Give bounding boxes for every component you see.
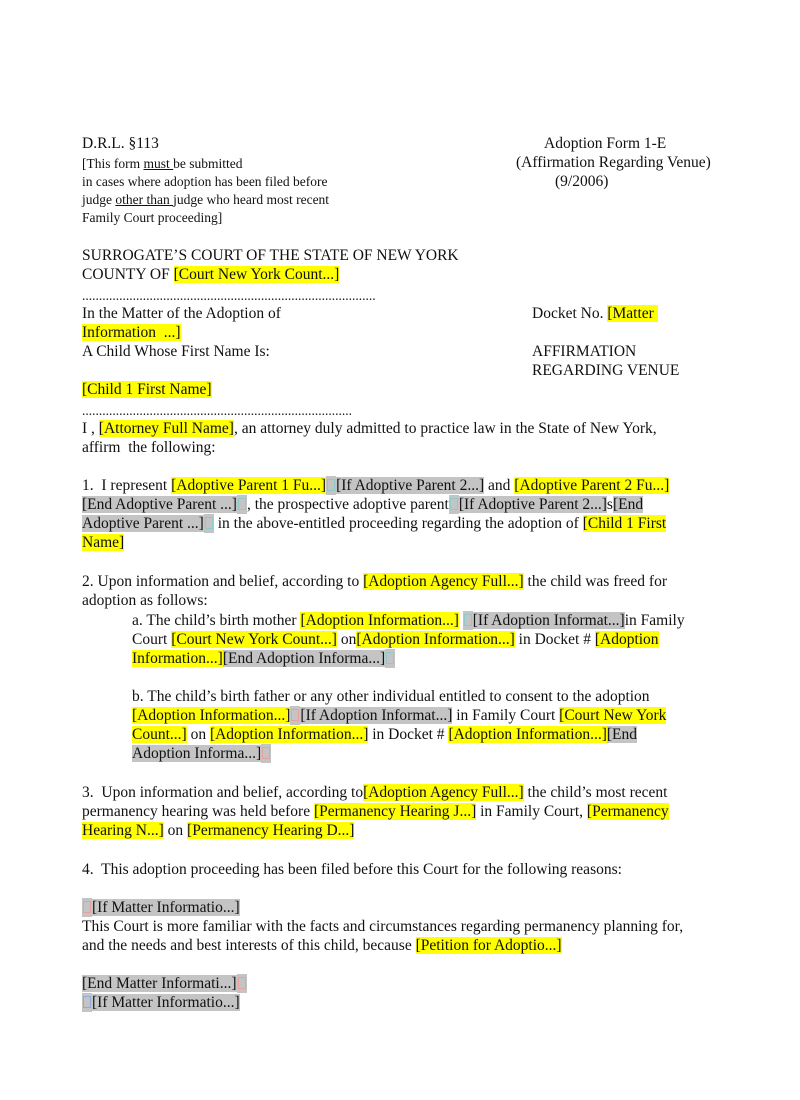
text: in Docket # — [368, 726, 449, 743]
merge-field[interactable]: [Petition for Adoptio...] — [415, 937, 562, 954]
field-marker-icon — [82, 993, 92, 1012]
document-line — [82, 783, 667, 802]
merge-field[interactable]: [Child 1 First — [582, 515, 667, 532]
conditional-field[interactable]: [If Matter Informatio...] — [92, 994, 240, 1011]
document-line — [82, 191, 329, 208]
merge-field[interactable]: Name] — [82, 534, 125, 551]
conditional-field[interactable]: [End Matter Informati...] — [82, 975, 237, 992]
conditional-field[interactable]: Adoptive Parent ...] — [82, 515, 204, 532]
field-marker-icon — [326, 476, 336, 495]
text: judge — [82, 192, 116, 207]
text: Court — [132, 631, 172, 648]
text: the child’s most recent — [523, 784, 668, 801]
document-line — [82, 821, 354, 840]
document-line — [82, 438, 216, 457]
conditional-field[interactable]: [End Adoptive Parent ...] — [82, 496, 237, 513]
text: permanency hearing was held before — [82, 803, 314, 820]
document-line — [82, 495, 643, 514]
document-line — [82, 155, 243, 172]
text: 1. I represent — [82, 477, 172, 494]
field-marker-icon — [237, 495, 247, 514]
text: , the prospective adoptive parent — [246, 496, 449, 513]
merge-field[interactable]: Count...] — [132, 726, 187, 743]
marker-box-icon — [238, 977, 246, 989]
document-line — [132, 725, 637, 744]
field-marker-icon — [449, 495, 459, 514]
merge-field[interactable]: [Permanency — [586, 803, 669, 820]
merge-field[interactable]: [Court New York Count...] — [171, 631, 337, 648]
merge-field[interactable]: [Adoption Information...] — [300, 612, 459, 629]
marker-box-icon — [386, 652, 394, 664]
document-line — [132, 649, 395, 668]
conditional-field[interactable]: [End — [606, 726, 637, 743]
document-line — [82, 323, 181, 342]
conditional-field[interactable]: [If Adoptive Parent 2...] — [336, 477, 485, 494]
document-line — [132, 630, 659, 649]
merge-field[interactable]: [Adoption Agency Full...] — [363, 573, 524, 590]
document-line — [82, 134, 159, 153]
merge-field[interactable]: [Child 1 First Name] — [82, 381, 212, 398]
text: b. The child’s birth father or any other individual entitled to consent to the adoption — [132, 688, 650, 705]
text: This Court is more familiar with the facts and circumstances regarding permanency planning for, — [82, 918, 684, 935]
text: 3. Upon information and belief, according to — [82, 784, 364, 801]
text: , an attorney duly admitted to practice law in the State of New York, — [233, 420, 657, 437]
text: on — [163, 822, 188, 839]
text: in cases where adoption has been filed before — [82, 174, 328, 189]
text: s — [606, 496, 613, 513]
text: Family Court proceeding] — [82, 210, 223, 225]
document-line — [82, 917, 683, 936]
merge-field[interactable]: [Court New York Count...] — [173, 266, 340, 283]
text: a. The child’s birth mother — [132, 612, 301, 629]
text: I , — [82, 420, 99, 437]
document-line — [82, 993, 240, 1012]
document-line — [82, 287, 376, 304]
text: and the needs and best interests of this child, because — [82, 937, 416, 954]
text: Adoption Form 1-E — [544, 135, 667, 152]
document-line — [82, 265, 339, 284]
document-line — [132, 687, 650, 706]
text: AFFIRMATION — [532, 343, 637, 360]
document-line — [82, 802, 669, 821]
text: other than — [115, 192, 174, 207]
text: in Docket # — [514, 631, 595, 648]
document-line — [82, 402, 352, 419]
text: in Family Court, — [476, 803, 587, 820]
text: In the Matter of the Adoption of — [82, 305, 281, 322]
document-line — [532, 304, 658, 323]
document-line — [82, 533, 124, 552]
document-line — [82, 860, 622, 879]
text: ................................................................................ — [82, 403, 352, 418]
field-marker-icon — [82, 898, 92, 917]
text: in Family — [624, 612, 685, 629]
text: 4. This adoption proceeding has been filed before this Court for the following reasons: — [82, 861, 622, 878]
marker-box-icon — [327, 479, 335, 491]
text: COUNTY OF — [82, 266, 174, 283]
text: judge who heard most recent — [173, 192, 330, 207]
document-line — [82, 514, 666, 533]
document-line — [82, 419, 657, 438]
conditional-field[interactable]: Adoption Informa...] — [132, 745, 262, 762]
conditional-field[interactable]: [If Adoption Informat...] — [300, 707, 453, 724]
text: in the above-entitled proceeding regarding the adoption of — [213, 515, 583, 532]
text: REGARDING VENUE — [532, 362, 680, 379]
merge-field[interactable]: [Adoption Information...] — [132, 707, 291, 724]
document-line — [132, 706, 666, 725]
marker-box-icon — [205, 517, 213, 529]
merge-field[interactable]: [Adoptive Parent 1 Fu...] — [171, 477, 327, 494]
document-line — [82, 591, 208, 610]
text: adoption as follows: — [82, 592, 208, 609]
document-line — [82, 476, 669, 495]
merge-field[interactable]: [Permanency Hearing D...] — [187, 822, 355, 839]
marker-box-icon — [291, 709, 299, 721]
text: A Child Whose First Name Is: — [82, 343, 270, 360]
document-line — [82, 173, 328, 190]
document-line — [132, 744, 271, 763]
merge-field[interactable]: [Adoption Information...] — [209, 726, 369, 743]
document-line — [82, 246, 459, 265]
document-line — [82, 898, 240, 917]
merge-field[interactable]: [Matter — [607, 305, 658, 322]
conditional-field[interactable]: [If Adoption Informat...] — [472, 612, 625, 629]
document-line — [82, 380, 212, 399]
conditional-field[interactable]: [End Adoption Informa...] — [222, 650, 386, 667]
merge-field[interactable]: [Adoption — [594, 631, 659, 648]
document-line — [82, 936, 562, 955]
text: (9/2006) — [555, 173, 609, 190]
document-line — [82, 304, 281, 323]
document-line — [82, 342, 270, 361]
text: be submitted — [173, 156, 243, 171]
document-line — [555, 172, 608, 191]
merge-field[interactable]: [Adoption Information...] — [356, 631, 515, 648]
text: ....................................................................................... — [82, 288, 376, 303]
merge-field[interactable]: [Court New York — [559, 707, 667, 724]
text: Docket No. — [532, 305, 608, 322]
text: [This form — [82, 156, 144, 171]
text: on — [186, 726, 210, 743]
text: affirm the following: — [82, 439, 216, 456]
document-line — [532, 342, 636, 361]
field-marker-icon — [290, 706, 300, 725]
text: and — [484, 477, 515, 494]
conditional-field[interactable]: [If Matter Informatio...] — [92, 899, 240, 916]
marker-box-icon — [450, 498, 458, 510]
text: 2. Upon information and belief, according to — [82, 573, 364, 590]
text: the child was freed for — [523, 573, 667, 590]
text: (Affirmation Regarding Venue) — [516, 154, 711, 171]
field-marker-icon — [204, 514, 214, 533]
merge-field[interactable]: Information ...] — [82, 324, 181, 341]
document-line — [132, 611, 685, 630]
merge-field[interactable]: [Adoptive Parent 2 Fu...] — [514, 477, 670, 494]
marker-box-icon — [83, 996, 91, 1008]
merge-field[interactable]: Hearing N...] — [82, 822, 164, 839]
marker-box-icon — [238, 498, 246, 510]
field-marker-icon — [261, 744, 271, 763]
text: D.R.L. §113 — [82, 135, 159, 152]
marker-box-icon — [262, 747, 270, 759]
merge-field[interactable]: [Adoption Agency Full...] — [363, 784, 524, 801]
field-marker-icon — [385, 649, 395, 668]
merge-field[interactable]: [Attorney Full Name] — [98, 420, 234, 437]
conditional-field[interactable]: [If Adoptive Parent 2...] — [458, 496, 607, 513]
document-line — [82, 572, 667, 591]
text: SURROGATE’S COURT OF THE STATE OF NEW YORK — [82, 247, 459, 264]
field-marker-icon — [237, 974, 247, 993]
document-line — [532, 361, 679, 380]
merge-field[interactable]: [Permanency Hearing J...] — [313, 803, 477, 820]
marker-box-icon — [464, 614, 472, 626]
merge-field[interactable]: Information...] — [132, 650, 223, 667]
document-line — [82, 209, 222, 226]
document-line — [544, 134, 666, 153]
document-line — [516, 153, 711, 172]
merge-field[interactable]: [Adoption Information...] — [448, 726, 607, 743]
text: in Family Court — [452, 707, 560, 724]
text: on — [336, 631, 357, 648]
document-line — [82, 974, 247, 993]
field-marker-icon — [463, 611, 473, 630]
conditional-field[interactable]: [End — [612, 496, 644, 513]
marker-box-icon — [83, 901, 91, 913]
text: must — [143, 156, 174, 171]
